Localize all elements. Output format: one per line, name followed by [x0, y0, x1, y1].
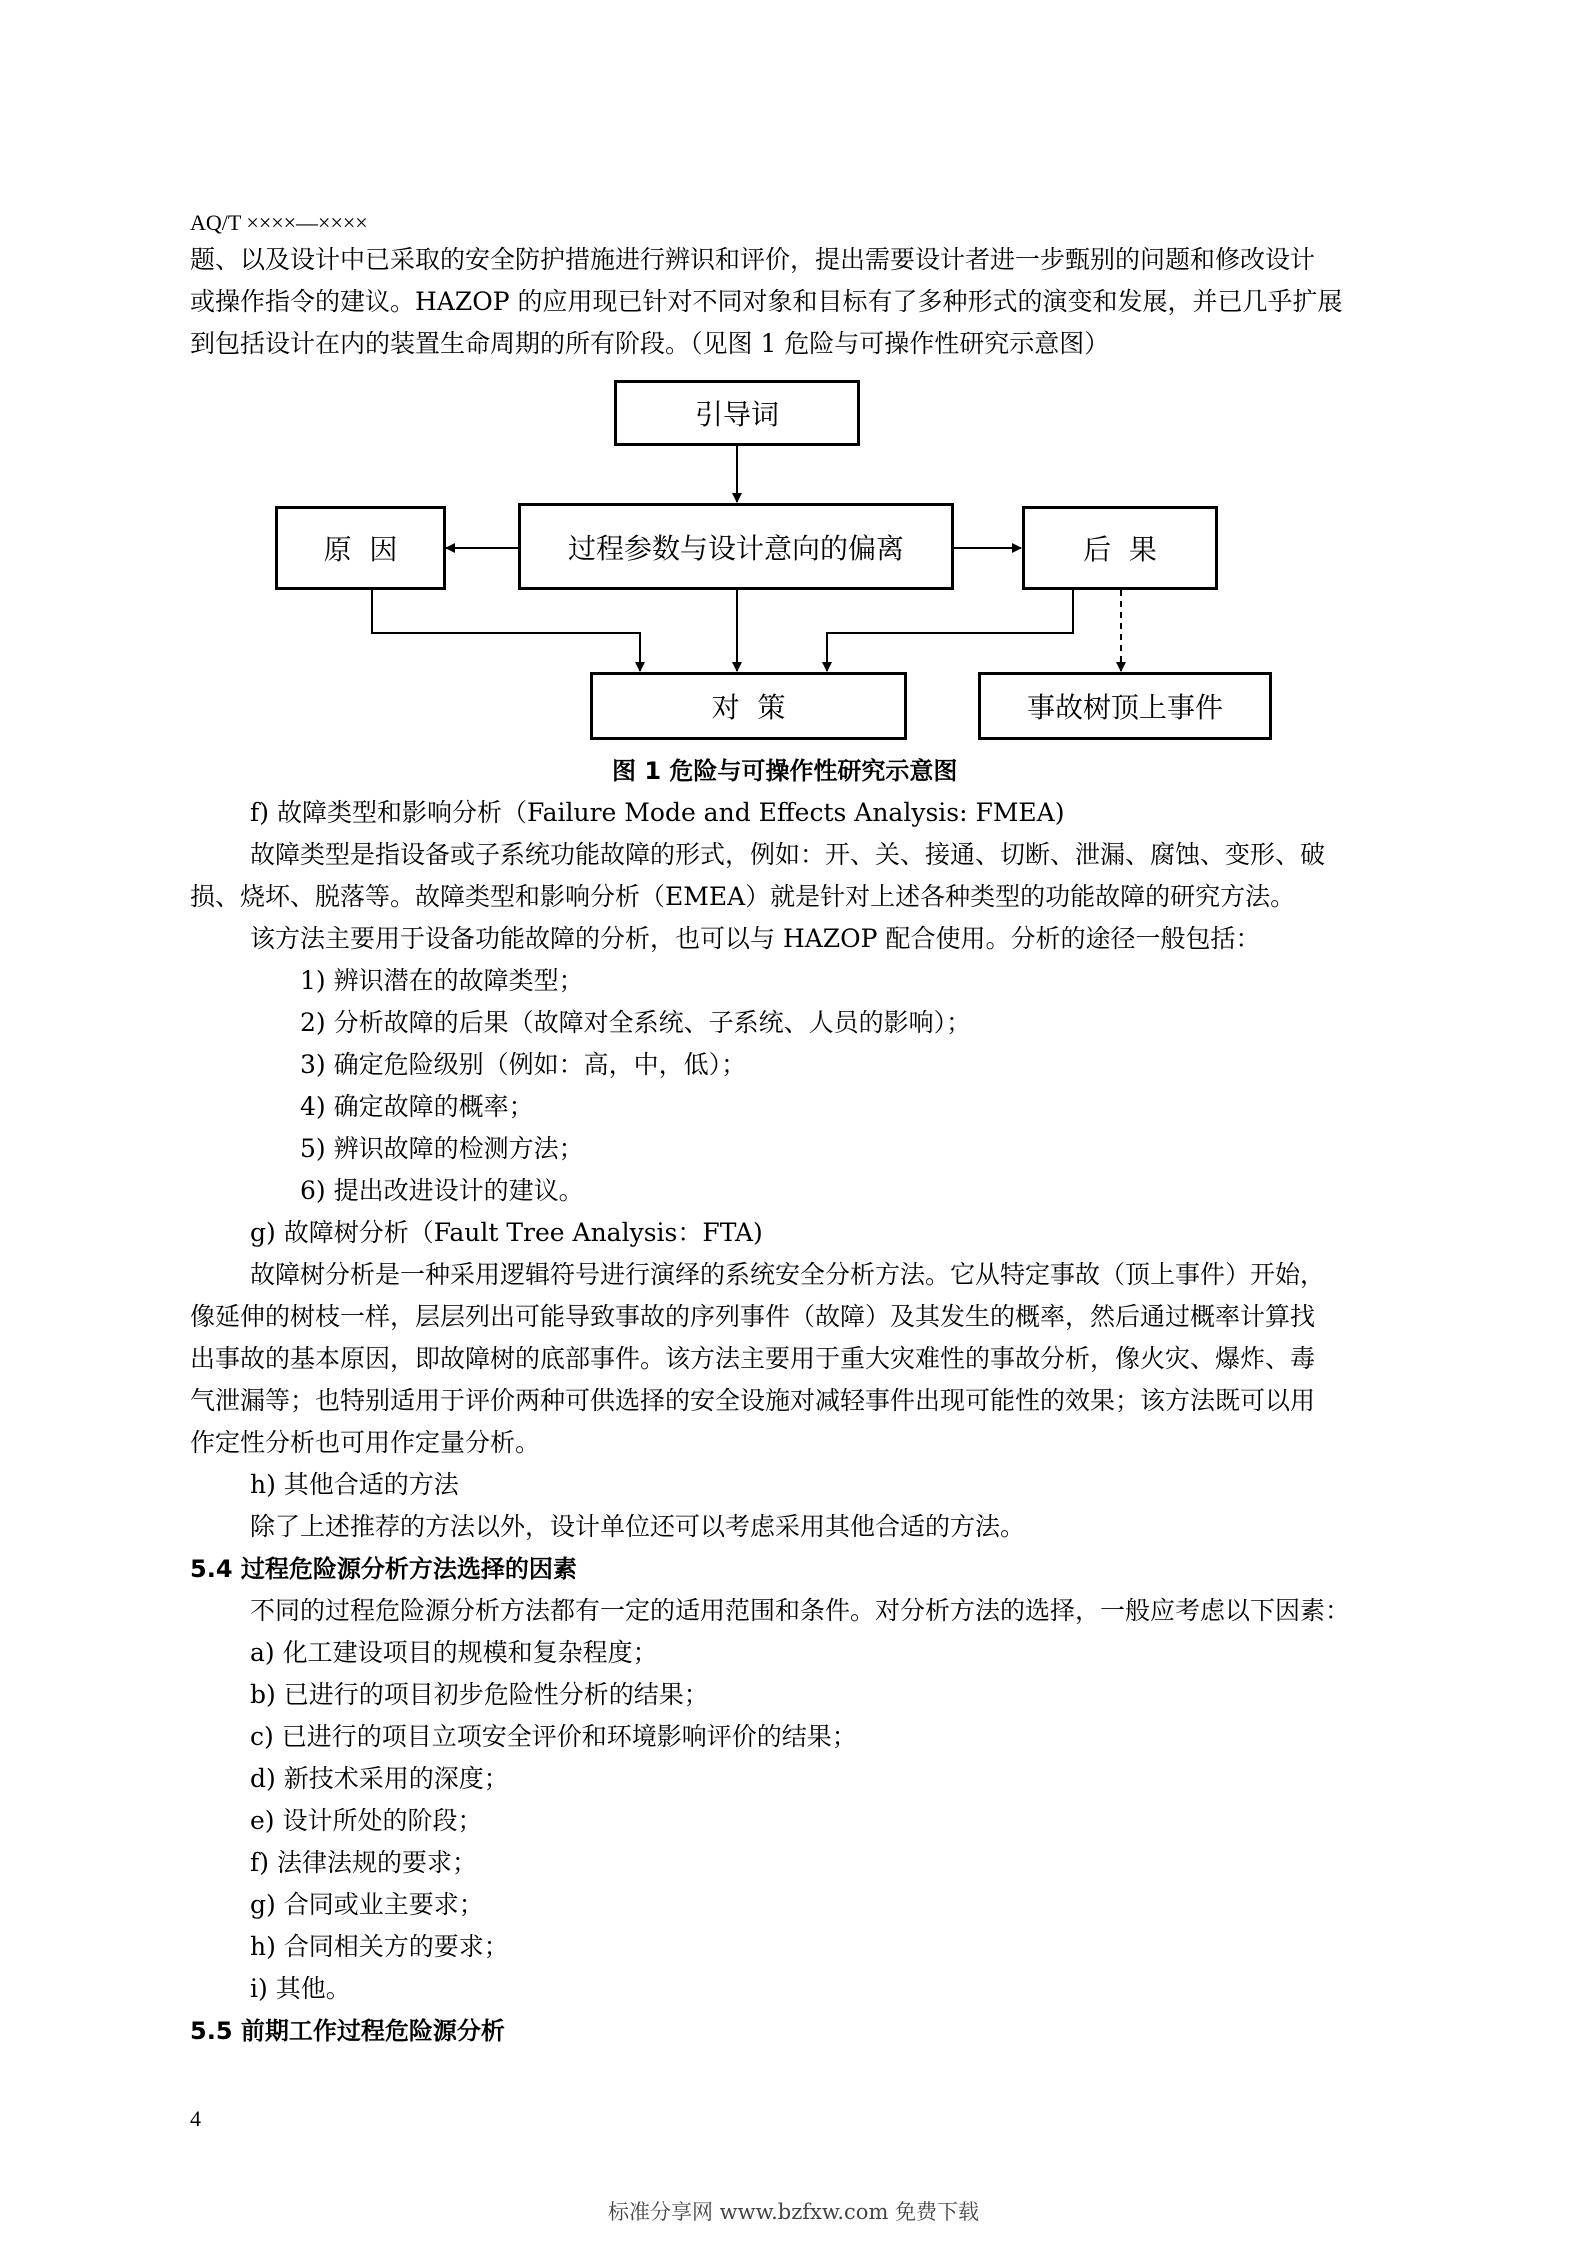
section-5-4-item-g: g) 合同或业主要求；	[250, 1890, 484, 1919]
cause-box	[275, 506, 446, 590]
intro-line-2: 或操作指令的建议。HAZOP 的应用现已针对不同对象和目标有了多种形式的演变和发展，并已几乎扩展	[190, 287, 1343, 316]
consequence-box	[1022, 506, 1218, 590]
page-number: 4	[190, 2106, 201, 2131]
deviation-box	[518, 503, 954, 590]
section-g-para-line3: 出事故的基本原因，即故障树的底部事件。该方法主要用于重大灾难性的事故分析，像火灾、爆炸、毒	[190, 1344, 1316, 1373]
section-5-4-item-h: h) 合同相关方的要求；	[250, 1932, 509, 1961]
section-5-4-item-a: a) 化工建设项目的规模和复杂程度；	[250, 1638, 658, 1667]
section-h-para: 除了上述推荐的方法以外，设计单位还可以考虑采用其他合适的方法。	[250, 1512, 1026, 1541]
section-5-4-intro: 不同的过程危险源分析方法都有一定的适用范围和条件。对分析方法的选择，一般应考虑以下因素：	[250, 1596, 1351, 1625]
guide-word-box	[614, 380, 860, 446]
guide-word-label: 引导词	[694, 398, 779, 431]
section-5-4-item-d: d) 新技术采用的深度；	[250, 1764, 509, 1793]
footer-watermark[interactable]: 标准分享网 www.bzfxw.com 免费下载	[607, 2200, 980, 2224]
section-5-4-item-f: f) 法律法规的要求；	[250, 1848, 477, 1877]
section-5-5-heading: 5.5 前期工作过程危险源分析	[190, 2017, 505, 2045]
section-f-item-5: 5) 辨识故障的检测方法；	[300, 1134, 584, 1163]
section-g-para-line2: 像延伸的树枝一样，层层列出可能导致事故的序列事件（故障）及其发生的概率，然后通过概率计算找	[190, 1302, 1316, 1331]
top-event-label: 事故树顶上事件	[1026, 691, 1223, 724]
section-f-item-2: 2) 分析故障的后果（故障对全系统、子系统、人员的影响）；	[300, 1008, 972, 1037]
section-g-para-line4: 气泄漏等；也特别适用于评价两种可供选择的安全设施对减轻事件出现可能性的效果；该方法既可以用	[190, 1386, 1316, 1415]
section-f-para1-line2: 损、烧坏、脱落等。故障类型和影响分析（EMEA）就是针对上述各种类型的功能故障的研究方法。	[190, 882, 1296, 911]
section-5-4-item-b: b) 已进行的项目初步危险性分析的结果；	[250, 1680, 709, 1709]
deviation-label: 过程参数与设计意向的偏离	[567, 531, 904, 565]
section-g-para-line1: 故障树分析是一种采用逻辑符号进行演绎的系统安全分析方法。它从特定事故（顶上事件）开始，	[250, 1260, 1326, 1289]
document-code-header: AQ/T ××××—××××	[190, 210, 368, 235]
section-5-4-item-c: c) 已进行的项目立项安全评价和环境影响评价的结果；	[250, 1722, 857, 1751]
countermeasure-label: 对 策	[711, 691, 786, 724]
countermeasure-box	[590, 672, 907, 740]
section-f-para1-line1: 故障类型是指设备或子系统功能故障的形式，例如：开、关、接通、切断、泄漏、腐蚀、变形、破	[250, 840, 1326, 869]
section-g-para-line5: 作定性分析也可用作定量分析。	[190, 1428, 541, 1457]
cause-label: 原 因	[323, 533, 398, 566]
arrow-cause-to-countermeasure	[372, 590, 640, 671]
intro-line-1: 题、以及设计中已采取的安全防护措施进行辨识和评价，提出需要设计者进一步甄别的问题和修改设计	[190, 245, 1316, 274]
section-5-4-item-i: i) 其他。	[250, 1974, 351, 2003]
section-5-4-heading: 5.4 过程危险源分析方法选择的因素	[190, 1555, 577, 1583]
section-f-item-4: 4) 确定故障的概率；	[300, 1092, 534, 1121]
intro-line-3: 到包括设计在内的装置生命周期的所有阶段。（见图 1 危险与可操作性研究示意图）	[190, 329, 1110, 358]
section-f-item-3: 3) 确定危险级别（例如：高，中，低）；	[300, 1050, 747, 1079]
section-5-4-item-e: e) 设计所处的阶段；	[250, 1806, 483, 1835]
figure-caption: 图 1 危险与可操作性研究示意图	[612, 757, 958, 785]
section-f-title-text: f) 故障类型和影响分析（Failure Mode and Effects Analysis: FMEA)	[250, 798, 1065, 827]
section-g-title: g) 故障树分析（Fault Tree Analysis：FTA)	[250, 1218, 763, 1247]
consequence-label: 后 果	[1083, 533, 1157, 566]
section-f-item-1: 1) 辨识潜在的故障类型；	[300, 966, 584, 995]
section-f-title	[250, 797, 1064, 829]
section-f-para2: 该方法主要用于设备功能故障的分析，也可以与 HAZOP 配合使用。分析的途径一般包括：	[250, 924, 1261, 953]
top-event-box	[978, 672, 1272, 740]
arrow-consequence-to-countermeasure	[827, 590, 1073, 671]
section-h-title: h) 其他合适的方法	[250, 1470, 459, 1499]
section-f-item-6: 6) 提出改进设计的建议。	[300, 1176, 584, 1205]
